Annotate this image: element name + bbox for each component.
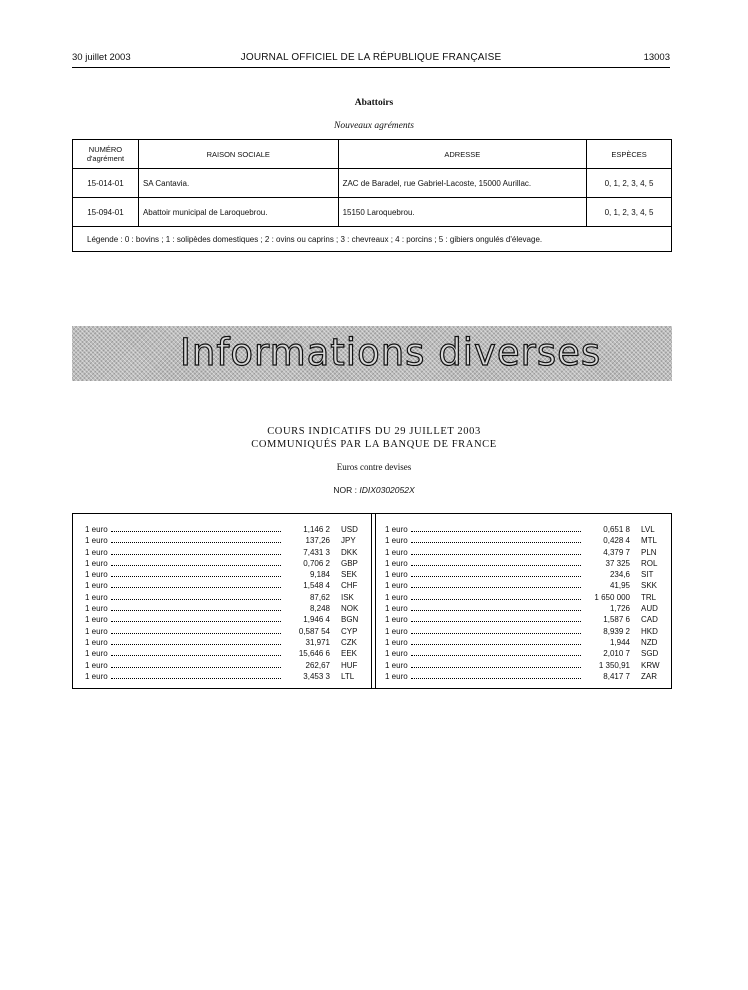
rate-euro-label: 1 euro [85, 637, 108, 647]
rate-euro-label: 1 euro [385, 525, 408, 534]
dot-leader [411, 599, 581, 600]
legend-row [73, 227, 672, 252]
currency-code: CZK [341, 637, 357, 647]
header-rule [72, 67, 670, 68]
dot-leader [411, 565, 581, 566]
dot-leader [411, 633, 581, 634]
dot-leader [411, 678, 581, 679]
nor-label: NOR : [333, 485, 357, 495]
rate-euro-label: 1 euro [385, 536, 408, 546]
rate-row [385, 603, 672, 614]
rate-euro-label: 1 euro [85, 649, 108, 659]
currency-code: HUF [341, 660, 358, 670]
rate-value: 1,946 4 [303, 615, 330, 625]
rate-euro-label: 1 euro [85, 626, 108, 636]
rate-row [385, 637, 672, 648]
rate-row [85, 558, 372, 569]
rate-value: 0,587 54 [298, 626, 330, 636]
rate-value: 8,939 2 [603, 626, 630, 636]
rate-row [385, 580, 672, 591]
dot-leader [111, 667, 281, 668]
rate-euro-label: 1 euro [385, 558, 408, 568]
rate-row [85, 614, 372, 625]
rate-euro-label: 1 euro [385, 671, 408, 681]
currency-code: NOK [341, 604, 359, 614]
rate-value: 87,62 [309, 592, 330, 602]
rate-euro-label: 1 euro [85, 604, 108, 614]
section-title: Abattoirs [354, 98, 394, 108]
rate-row [85, 637, 372, 648]
table-row [73, 198, 672, 227]
rate-euro-label: 1 euro [385, 592, 408, 602]
rate-euro-label: 1 euro [385, 626, 408, 636]
rate-row [85, 547, 372, 558]
currency-code: DKK [341, 547, 358, 557]
rate-row [85, 535, 372, 546]
rate-row [385, 614, 672, 625]
dot-leader [111, 587, 281, 588]
rates-left-column [85, 524, 372, 682]
rate-euro-label: 1 euro [85, 581, 108, 591]
dot-leader [111, 678, 281, 679]
cours-title-line2: COMMUNIQUÉS PAR LA BANQUE DE FRANCE [251, 439, 497, 450]
col-header-numero [73, 140, 139, 169]
currency-code: SKK [641, 581, 658, 591]
currency-code: SIT [641, 570, 654, 580]
rate-row [85, 580, 372, 591]
rate-value: 9,184 [309, 570, 330, 580]
rate-value: 15,646 6 [298, 649, 330, 659]
cell-raison: Abattoir municipal de Laroquebrou. [138, 198, 338, 227]
currency-code: ZAR [641, 671, 657, 681]
currency-code: BGN [341, 615, 359, 625]
dot-leader [111, 554, 281, 555]
dot-leader [111, 633, 281, 634]
cours-title-line1: COURS INDICATIFS DU 29 JUILLET 2003 [267, 426, 481, 437]
abattoirs-table [72, 139, 672, 252]
currency-code: CAD [641, 615, 658, 625]
rate-value: 1,146 2 [303, 525, 330, 534]
dot-leader [411, 610, 581, 611]
journal-title: JOURNAL OFFICIEL DE LA RÉPUBLIQUE FRANÇAISE [240, 52, 502, 63]
currency-code: TRL [641, 592, 657, 602]
rate-row [85, 603, 372, 614]
rate-value: 1 350,91 [598, 660, 630, 670]
rate-value: 137,26 [305, 536, 330, 546]
dot-leader [111, 655, 281, 656]
dot-leader [111, 542, 281, 543]
rate-euro-label: 1 euro [385, 581, 408, 591]
rate-euro-label: 1 euro [85, 525, 108, 534]
rate-euro-label: 1 euro [85, 558, 108, 568]
currency-code: MTL [641, 536, 657, 546]
page-number: 13003 [643, 52, 670, 63]
currency-code: USD [341, 525, 358, 534]
cell-adresse: 15150 Laroquebrou. [338, 198, 587, 227]
rate-row [85, 626, 372, 637]
dot-leader [111, 599, 281, 600]
rate-row [85, 671, 372, 682]
col-header-numero-line2: d'agrément [86, 154, 125, 163]
rate-euro-label: 1 euro [85, 615, 108, 625]
rate-row [385, 569, 672, 580]
rate-value: 7,431 3 [303, 547, 330, 557]
rate-euro-label: 1 euro [385, 570, 408, 580]
cell-especes: 0, 1, 2, 3, 4, 5 [587, 198, 672, 227]
informations-diverses-banner [72, 326, 672, 381]
currency-code: CHF [341, 581, 358, 591]
rate-value: 0,651 8 [603, 525, 630, 534]
rate-euro-label: 1 euro [385, 649, 408, 659]
rate-value: 262,67 [305, 660, 330, 670]
rate-value: 8,417 7 [603, 671, 630, 681]
cours-subtitle: Euros contre devises [336, 462, 412, 472]
dot-leader [411, 621, 581, 622]
table-row [73, 169, 672, 198]
rate-euro-label: 1 euro [85, 570, 108, 580]
rate-value: 31,971 [305, 637, 330, 647]
dot-leader [411, 542, 581, 543]
header-date: 30 juillet 2003 [72, 52, 131, 63]
rate-row [385, 671, 672, 682]
rate-value: 1,726 [609, 604, 630, 614]
rate-row [85, 524, 372, 535]
rate-value: 41,95 [609, 581, 630, 591]
dot-leader [411, 531, 581, 532]
currency-code: GBP [341, 558, 358, 568]
exchange-rates-box [72, 513, 672, 689]
dot-leader [411, 667, 581, 668]
currency-code: LTL [341, 671, 355, 681]
rate-value: 0,428 4 [603, 536, 630, 546]
currency-code: EEK [341, 649, 358, 659]
col-header-raison: RAISON SOCIALE [138, 140, 338, 169]
rate-row [385, 648, 672, 659]
rate-row [385, 535, 672, 546]
banner-title: Informations diverses [180, 331, 602, 374]
col-header-numero-line1: NUMÉRO [88, 145, 123, 154]
rate-row [385, 660, 672, 671]
currency-code: SEK [341, 570, 358, 580]
dot-leader [411, 655, 581, 656]
rate-euro-label: 1 euro [385, 604, 408, 614]
rate-value: 234,6 [609, 570, 630, 580]
rate-row [85, 660, 372, 671]
currency-code: CYP [341, 626, 358, 636]
cell-numero: 15-094-01 [73, 198, 139, 227]
rate-row [85, 569, 372, 580]
currency-code: PLN [641, 547, 657, 557]
dot-leader [411, 554, 581, 555]
dot-leader [411, 644, 581, 645]
rate-row [385, 524, 672, 535]
cell-numero: 15-014-01 [73, 169, 139, 198]
rate-row [385, 626, 672, 637]
rate-euro-label: 1 euro [85, 536, 108, 546]
rate-euro-label: 1 euro [85, 547, 108, 557]
cell-raison: SA Cantavia. [138, 169, 338, 198]
nor-reference [0, 485, 748, 495]
dot-leader [411, 576, 581, 577]
rate-value: 8,248 [309, 604, 330, 614]
currency-code: SGD [641, 649, 659, 659]
cell-especes: 0, 1, 2, 3, 4, 5 [587, 169, 672, 198]
page-header [72, 50, 670, 66]
dot-leader [411, 587, 581, 588]
dot-leader [111, 610, 281, 611]
rate-row [85, 592, 372, 603]
rate-value: 1,548 4 [303, 581, 330, 591]
dot-leader [111, 576, 281, 577]
rate-row [385, 592, 672, 603]
dot-leader [111, 621, 281, 622]
rate-value: 0,706 2 [303, 558, 330, 568]
rate-value: 37 325 [605, 558, 630, 568]
rate-euro-label: 1 euro [85, 671, 108, 681]
rate-row [385, 558, 672, 569]
rate-value: 4,379 7 [603, 547, 630, 557]
rate-value: 2,010 7 [603, 649, 630, 659]
col-header-especes: ESPÈCES [587, 140, 672, 169]
dot-leader [111, 644, 281, 645]
nor-code: IDIX0302052X [359, 485, 415, 495]
currency-code: AUD [641, 604, 658, 614]
currency-code: ISK [341, 592, 354, 602]
currency-code: HKD [641, 626, 658, 636]
rate-row [385, 547, 672, 558]
col-header-adresse: ADRESSE [338, 140, 587, 169]
currency-code: JPY [341, 536, 356, 546]
table-header-row [73, 140, 672, 169]
rate-euro-label: 1 euro [385, 637, 408, 647]
rate-euro-label: 1 euro [385, 547, 408, 557]
rate-value: 1,587 6 [603, 615, 630, 625]
rate-value: 3,453 3 [303, 671, 330, 681]
dot-leader [111, 531, 281, 532]
currency-code: KRW [641, 660, 660, 670]
currency-code: ROL [641, 558, 658, 568]
rate-euro-label: 1 euro [85, 592, 108, 602]
currency-code: NZD [641, 637, 658, 647]
rate-value: 1,944 [609, 637, 630, 647]
table-legend: Légende : 0 : bovins ; 1 : solipèdes domestiques ; 2 : ovins ou caprins ; 3 : chevreaux ; 4 : porcins ; 5 : gibiers ongulés d'élevage. [73, 227, 672, 252]
rate-value: 1 650 000 [594, 592, 630, 602]
rate-euro-label: 1 euro [385, 615, 408, 625]
rate-euro-label: 1 euro [85, 660, 108, 670]
section-subtitle: Nouveaux agréments [334, 121, 414, 131]
cell-adresse: ZAC de Baradel, rue Gabriel-Lacoste, 15000 Aurillac. [338, 169, 587, 198]
dot-leader [111, 565, 281, 566]
rate-euro-label: 1 euro [385, 660, 408, 670]
rates-right-column [385, 524, 672, 682]
currency-code: LVL [641, 525, 655, 534]
rate-row [85, 648, 372, 659]
